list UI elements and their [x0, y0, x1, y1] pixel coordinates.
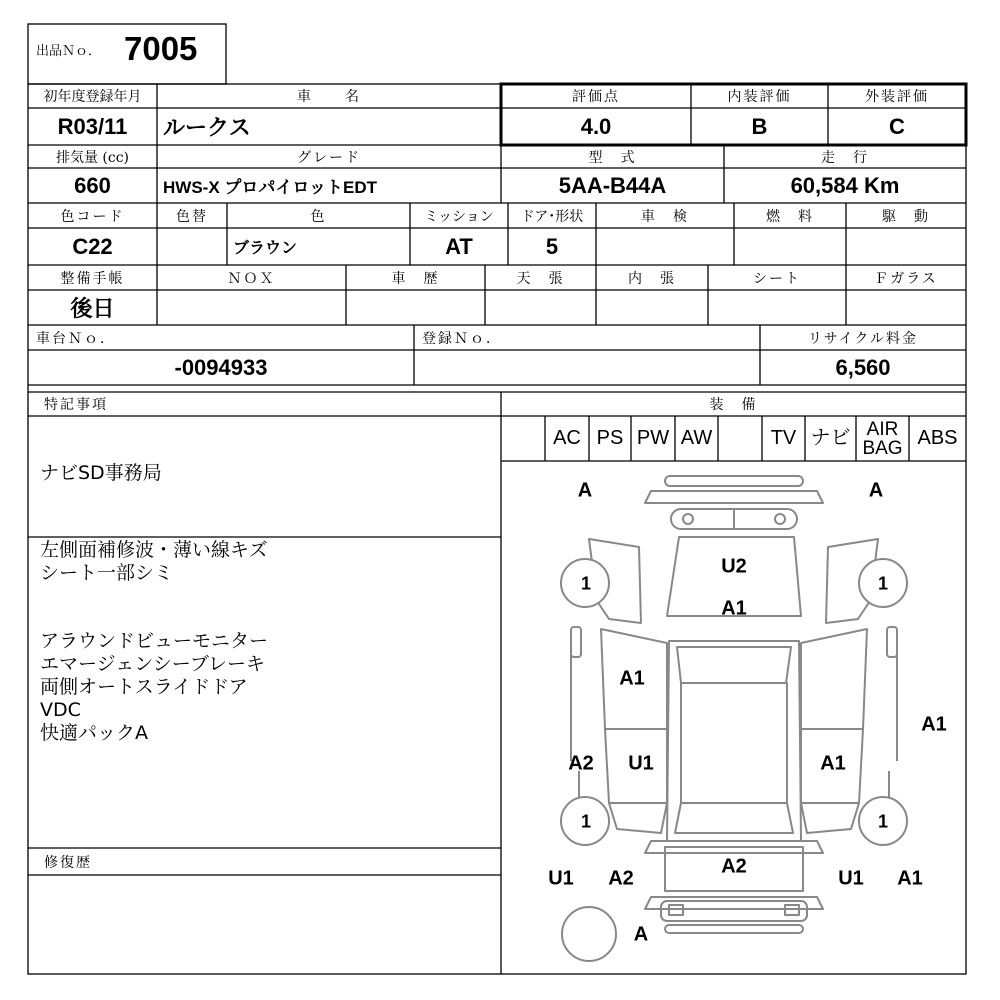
equipment-item-navi: ナビ: [810, 427, 851, 449]
mission-value: AT: [445, 233, 473, 259]
equipment-item-airbag: AIR BAG: [862, 418, 903, 459]
mark-tire-front-left: 1: [580, 573, 592, 594]
note-line: アラウンドビューモニター: [40, 630, 269, 652]
vehicle-history-value: [346, 290, 485, 325]
color-label: 色: [310, 208, 327, 225]
door-label: ドア･形状: [520, 208, 584, 225]
notes-block-3: [40, 630, 268, 745]
color-code-value: C22: [72, 233, 113, 259]
right-rear-quarter: [801, 803, 859, 833]
front-bumper-outline: [665, 476, 803, 486]
rear-glass: [675, 803, 793, 833]
mark-bottom: A: [633, 923, 649, 946]
chassis-no-value: -0094933: [174, 354, 268, 380]
repair-history-label: 修復歴: [44, 854, 92, 871]
displacement-value: 660: [74, 172, 111, 198]
mileage-label: 走 行: [821, 149, 869, 166]
left-rear-quarter: [609, 803, 667, 833]
fuel-value: [734, 228, 846, 265]
note-line: 左側面補修波・薄い線キズ: [40, 539, 268, 561]
note-line: 両側オートスライドドア: [40, 676, 248, 698]
mark-left-front-door: A1: [619, 667, 645, 690]
score-label: 評価点: [572, 89, 620, 105]
equipment-item-aw: AW: [680, 427, 713, 449]
model-value: 5AA-B44A: [558, 172, 667, 198]
interior-grade-label: 内装評価: [727, 89, 792, 105]
interior-trim-label: 内 張: [628, 270, 676, 287]
displacement-label: 排気量 (cc): [55, 149, 130, 166]
mark-front-right: A: [868, 479, 884, 502]
reg-date-value: R03/11: [57, 113, 128, 139]
roof: [681, 683, 787, 803]
mark-front-left: A: [577, 479, 593, 502]
mission-label: ミッション: [424, 208, 494, 225]
equipment-item: [501, 416, 545, 461]
color-change-label: 色替: [176, 208, 208, 225]
equipment-item-ps: PS: [596, 427, 624, 449]
exterior-grade-value: C: [889, 113, 905, 139]
mark-rear-right-u1: U1: [838, 867, 864, 890]
nox-value: [157, 290, 346, 325]
mark-tire-rear-left: 1: [580, 811, 592, 832]
spare-tire: [562, 907, 616, 961]
color-code-label: 色コード: [60, 208, 125, 225]
vehicle-history-label: 車 歴: [391, 270, 440, 287]
headliner-value: [485, 290, 596, 325]
interior-trim-value: [596, 290, 708, 325]
color-value: ブラウン: [233, 240, 298, 257]
right-front-door: [801, 629, 867, 729]
equipment-item-ac: AC: [553, 427, 581, 449]
equipment-item: [718, 416, 762, 461]
front-glass-value: [846, 290, 966, 325]
seat-value: [708, 290, 846, 325]
model-label: 型 式: [588, 149, 637, 166]
mileage-value: 60,584 Km: [790, 172, 900, 198]
chassis-no-label: 車台Ｎｏ．: [36, 330, 116, 347]
grade-value: HWS-X プロパイロットEDT: [163, 178, 378, 197]
maintenance-book-value: 後日: [70, 296, 115, 321]
mark-hood-top: U2: [721, 555, 747, 578]
score-value: 4.0: [580, 113, 612, 139]
equipment-item-abs: ABS: [917, 427, 958, 449]
reg-date-label: 初年度登録年月: [43, 89, 142, 105]
lot-number: 7005: [124, 30, 198, 67]
mark-tire-rear-right: 1: [877, 811, 889, 832]
note-line: 快適パックA: [40, 722, 148, 744]
mark-left-rear-u1: U1: [628, 752, 654, 775]
mark-left-rear-a2: A2: [568, 752, 594, 775]
door-value: 5: [545, 233, 559, 259]
notes-label: 特記事項: [44, 397, 108, 413]
inspection-label: 車 検: [641, 208, 689, 225]
equipment-item-tv: TV: [770, 427, 797, 449]
mark-hood-bottom: A1: [721, 597, 747, 620]
note-line: VDC: [40, 699, 81, 721]
interior-grade-value: B: [751, 113, 768, 139]
note-line: シート一部シミ: [40, 562, 174, 584]
mark-tire-front-right: 1: [877, 573, 889, 594]
windshield: [677, 647, 791, 683]
equipment-label: 装 備: [709, 397, 758, 413]
nox-label: ＮＯＸ: [227, 270, 276, 287]
mark-rear-center: A2: [721, 855, 747, 878]
registration-no-value: [414, 350, 760, 385]
front-bumper-shape: [645, 491, 823, 503]
notes-line-1: ナビSD事務局: [40, 462, 162, 484]
car-name-label: 車 名: [297, 89, 361, 105]
inspection-value: [596, 228, 734, 265]
registration-no-label: 登録Ｎｏ．: [422, 330, 502, 347]
mark-right-rear: A1: [820, 752, 846, 775]
front-glass-label: Ｆガラス: [874, 270, 938, 287]
grade-label: グレード: [297, 149, 361, 166]
note-line: エマージェンシーブレーキ: [40, 653, 266, 675]
equipment-item-pw: PW: [636, 427, 670, 449]
maintenance-book-label: 整備手帳: [60, 270, 125, 287]
mark-rear-left-a2: A2: [608, 867, 634, 890]
recycle-fee-label: リサイクル料金: [807, 330, 919, 347]
car-damage-diagram: [501, 461, 966, 974]
mark-right-side: A1: [921, 713, 947, 736]
drive-label: 駆 動: [882, 208, 930, 225]
mark-rear-left-u1: U1: [548, 867, 574, 890]
color-change-value: [157, 228, 227, 265]
seat-label: シート: [753, 270, 801, 287]
lot-label: 出品Ｎｏ．: [36, 44, 102, 59]
drive-value: [846, 228, 966, 265]
car-name-value: ルークス: [163, 115, 251, 140]
mark-rear-right-a1: A1: [897, 867, 923, 890]
headliner-label: 天 張: [516, 270, 565, 287]
fuel-label: 燃 料: [766, 208, 814, 225]
recycle-fee-value: 6,560: [835, 354, 891, 380]
exterior-grade-label: 外装評価: [865, 89, 929, 105]
notes-block-2: [40, 539, 268, 585]
